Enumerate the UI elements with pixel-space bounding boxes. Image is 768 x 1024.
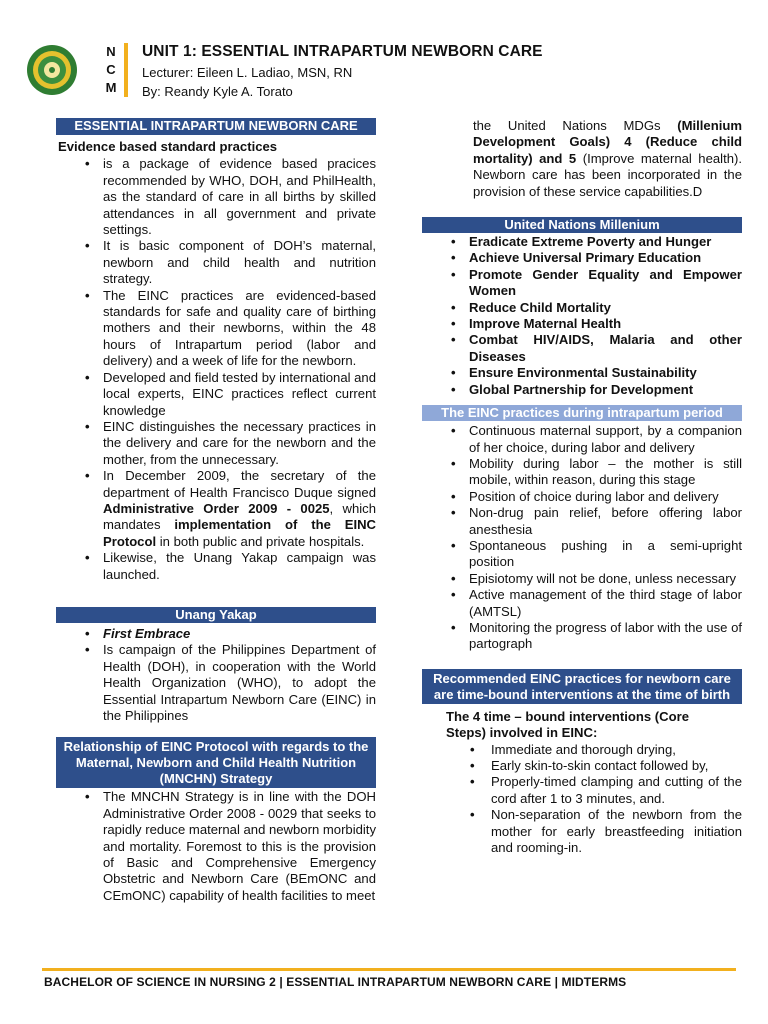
footer-rule: [42, 968, 736, 971]
list-item: • Early skin-to-skin contact followed by,: [422, 758, 742, 774]
protocol-text: implementation of the EINC Protocol: [103, 517, 376, 549]
page-header: [24, 38, 744, 102]
paragraph-text: (Improve maternal health). Newborn care has been incorporated in the provision of these service capabilities.D: [473, 150, 742, 199]
list-item: • Position of choice during labor and delivery: [422, 489, 742, 505]
list-item: [56, 550, 376, 583]
list-item: • Continuous maternal support, by a companion of her choice, during labor and delivery: [422, 423, 742, 456]
evidence-list: [56, 156, 376, 583]
section-bar-un-millenium: United Nations Millenium: [422, 217, 742, 233]
list-item: [56, 288, 376, 370]
page-footer: BACHELOR OF SCIENCE IN NURSING 2 | ESSENTIAL INTRAPARTUM NEWBORN CARE | MIDTERMS: [44, 975, 627, 989]
list-item-text: Is campaign of the Philippines Department of Health (DOH), in cooperation with the World Health Organization (WHO), to adopt the Essential Intrapartum Newborn Care (EINC) in the Philippines: [103, 642, 376, 723]
right-column: [422, 118, 742, 856]
list-item: [56, 642, 376, 724]
list-item: • Eradicate Extreme Poverty and Hunger: [422, 234, 742, 250]
list-item: • Active management of the third stage of labor (AMTSL): [422, 587, 742, 620]
list-item: [56, 238, 376, 287]
list-item: • Non-separation of the newborn from the mother for early breastfeeding initiation and rooming-in.: [422, 807, 742, 856]
list-item-text: , which mandates: [103, 500, 376, 533]
first-embrace-text: First Embrace: [103, 625, 191, 641]
mdg-goals-text: (Millenium Development Goals) 4 (Reduce child mortality) and 5: [473, 118, 742, 166]
header-accent-bar: [124, 43, 128, 97]
left-column: [56, 118, 376, 904]
unang-yakap-list: [56, 626, 376, 724]
list-item-text: In December 2009, the secretary of the department of Health Francisco Duque signed: [103, 468, 376, 500]
list-item-text: The EINC practices are evidenced-based standards for safe and quality care of birthing mothers and their newborns, within the 48 hours of Intrapartum period (labor and delivery) and a week of life for the newborn.: [103, 287, 376, 369]
list-item-text: Likewise, the Unang Yakap campaign was launched.: [103, 550, 376, 582]
list-item: • Promote Gender Equality and Empower Women: [422, 267, 742, 300]
list-item: • Global Partnership for Development: [422, 382, 742, 398]
core-steps-list: [422, 742, 742, 857]
list-item: • Combat HIV/AIDS, Malaria and other Diseases: [422, 332, 742, 365]
admin-order-text: Administrative Order 2009 - 0025: [103, 500, 330, 516]
intrapartum-practices-list: [422, 423, 742, 653]
list-item-text: The MNCHN Strategy is in line with the DOH Administrative Order 2008 - 0029 that seeks to rapidly reduce maternal and newborn morbidity and mortality. Foremost to this is the provision of Basic and Comprehensive Emergency Obstetric and Newborn Care (BEmONC and CEmONC) capability of health facilities to meet: [103, 789, 376, 903]
unit-title: UNIT 1: ESSENTIAL INTRAPARTUM NEWBORN CARE: [142, 43, 543, 60]
list-item-text: in both public and private hospitals.: [156, 533, 365, 549]
mnchn-list: [56, 789, 376, 904]
section-bar-core-steps: Recommended EINC practices for newborn care are time-bound interventions at the time of birth: [422, 669, 742, 704]
list-item: • Spontaneous pushing in a semi-upright position: [422, 538, 742, 571]
list-item: [56, 156, 376, 238]
continued-paragraph: [422, 118, 742, 200]
list-item: • Properly-timed clamping and cutting of the cord after 1 to 3 minutes, and.: [422, 774, 742, 807]
list-item-text: is a package of evidence based pracices recommended by WHO, DOH, and PhilHealth, as the standard of care in all births by skilled attendances in all government and private settings.: [103, 156, 376, 238]
mdg-list: [422, 234, 742, 398]
list-item: • Reduce Child Mortality: [422, 300, 742, 316]
list-item: [56, 626, 376, 642]
ncm-letter: N: [106, 44, 116, 59]
ncm-letter: M: [105, 80, 117, 95]
list-item: • Non-drug pain relief, before offering labor anesthesia: [422, 505, 742, 538]
ncm-initials: [104, 43, 118, 97]
section-bar-mnchn: Relationship of EINC Protocol with regards to the Maternal, Newborn and Child Health Nutrition (MNCHN) Strategy: [56, 737, 376, 788]
list-item: • Mobility during labor – the mother is still mobile, within reason, during this stage: [422, 456, 742, 489]
ncm-letter: C: [106, 62, 116, 77]
author-line: By: Reandy Kyle A. Torato: [142, 84, 293, 99]
list-item: [56, 789, 376, 904]
list-item: [56, 468, 376, 550]
list-item: • Ensure Environmental Sustainability: [422, 365, 742, 381]
paragraph-text: the United Nations MDGs: [473, 118, 678, 133]
list-item: [56, 370, 376, 419]
core-steps-subheading: The 4 time – bound interventions (Core Steps) involved in EINC:: [446, 708, 689, 741]
list-item-text: Developed and field tested by international and local experts, EINC practices reflect current knowledge: [103, 369, 376, 418]
section-bar-intrapartum-practices: The EINC practices during intrapartum period: [422, 405, 742, 421]
section-bar-einc: ESSENTIAL INTRAPARTUM NEWBORN CARE: [56, 118, 376, 135]
list-item: • Immediate and thorough drying,: [422, 742, 742, 758]
evidence-subheading: Evidence based standard practices: [58, 139, 278, 154]
list-item-text: It is basic component of DOH’s maternal, newborn and child health and nutrition strategy.: [103, 238, 376, 287]
list-item-text: EINC distinguishes the necessary practices in the delivery and care for the newborn and the mother, from the unnecessary.: [103, 418, 376, 467]
list-item: • Monitoring the progress of labor with the use of partograph: [422, 620, 742, 653]
lecturer-line: Lecturer: Eileen L. Ladiao, MSN, RN: [142, 65, 353, 80]
list-item: • Achieve Universal Primary Education: [422, 250, 742, 266]
list-item: • Improve Maternal Health: [422, 316, 742, 332]
section-bar-unang-yakap: Unang Yakap: [56, 607, 376, 623]
university-seal-logo: [26, 44, 78, 96]
list-item: [56, 419, 376, 468]
list-item: • Episiotomy will not be done, unless necessary: [422, 571, 742, 587]
